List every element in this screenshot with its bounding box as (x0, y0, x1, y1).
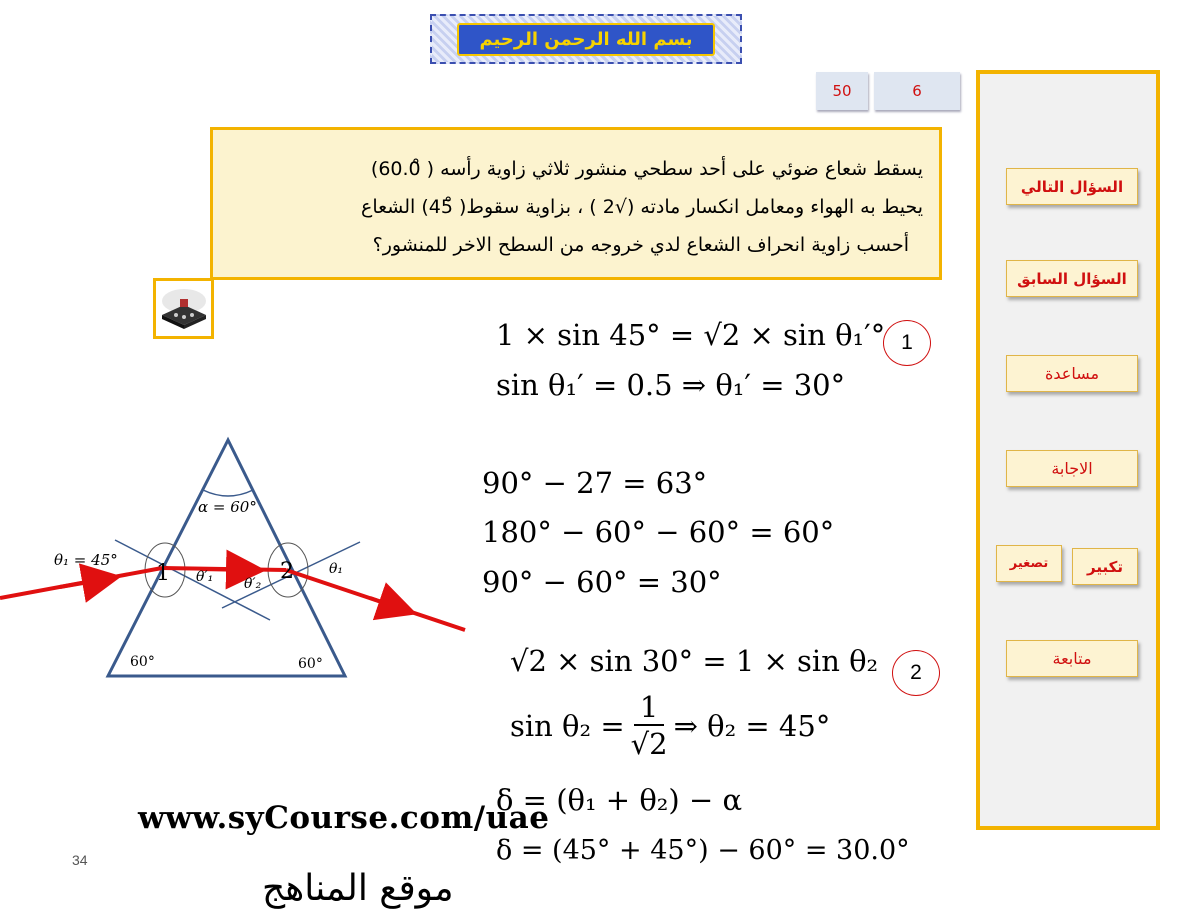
step2-b-right: ⇒ θ₂ = 45° (673, 709, 831, 743)
question-line-2: يحيط به الهواء ومعامل انكسار مادته (√2 ) ، بزاوية سقوط( 45̊) الشعاع (361, 196, 923, 218)
equation-step2-b (510, 690, 830, 762)
page-number: 34 (72, 852, 88, 868)
question-line-1: يسقط شعاع ضوئي على أحد سطحي منشور ثلاثي زاوية رأسه ( 60.0̊) (370, 158, 923, 180)
zoom-in-button[interactable]: تكبير (1072, 548, 1138, 585)
equation-mid-b: 180° − 60° − 60° = 60° (482, 515, 835, 549)
previous-question-button[interactable]: السؤال السابق (1006, 260, 1138, 297)
arabic-site-watermark: موقع المناهج (262, 868, 454, 909)
theta2-prime-label: θ′₂ (244, 576, 262, 592)
website-watermark: www.syCourse.com/uae (138, 800, 550, 836)
next-question-button[interactable]: السؤال التالي (1006, 168, 1138, 205)
continue-button[interactable]: متابعة (1006, 640, 1138, 677)
media-thumbnail[interactable] (153, 278, 214, 339)
point-1-label: 1 (156, 561, 170, 586)
equation-mid-c: 90° − 60° = 30° (482, 565, 722, 599)
game-board-icon (158, 287, 210, 331)
answer-button[interactable]: الاجابة (1006, 450, 1138, 487)
fraction-numerator: 1 (634, 690, 664, 726)
equation-step2-a: √2 × sin 30° = 1 × sin θ₂ (510, 644, 879, 678)
right-base-angle-label: 60° (298, 656, 323, 672)
equation-step1-b: sin θ₁′ = 0.5 ⇒ θ₁′ = 30° (496, 368, 846, 402)
question-box (210, 127, 942, 280)
prism-triangle (108, 440, 345, 676)
equation-step1-a: 1 × sin 45° = √2 × sin θ₁′° (496, 318, 886, 352)
prism-diagram (0, 430, 480, 690)
help-button[interactable]: مساعدة (1006, 355, 1138, 392)
total-questions-counter: 50 (816, 72, 868, 110)
bismillah-text: بسم الله الرحمن الرحيم (457, 23, 714, 56)
zoom-out-button[interactable]: تصغير (996, 545, 1062, 582)
equation-delta-b: δ = (45° + 45°) − 60° = 30.0° (496, 835, 910, 866)
equation-mid-a: 90° − 27 = 63° (482, 466, 708, 500)
bismillah-banner (430, 14, 742, 64)
current-question-counter: 6 (874, 72, 960, 110)
step-2-marker: 2 (892, 650, 940, 696)
apex-angle-label: α = 60° (198, 498, 257, 516)
theta1-exit-label: θ₁ (329, 561, 344, 577)
incident-angle-label: θ₁ = 45° (54, 551, 118, 569)
fraction (631, 690, 668, 762)
fraction-denominator: √2 (630, 727, 668, 761)
step2-b-left: sin θ₂ = (510, 709, 625, 743)
question-line-3: أحسب زاوية انحراف الشعاع لدي خروجه من السطح الاخر للمنشور؟ (372, 234, 909, 256)
theta1-prime-label: θ′₁ (196, 569, 214, 585)
equation-delta-a: δ = (θ₁ + θ₂) − α (496, 783, 743, 817)
step-1-marker: 1 (883, 320, 931, 366)
point-2-label: 2 (280, 559, 294, 584)
left-base-angle-label: 60° (130, 654, 155, 670)
apex-angle-arc (203, 490, 253, 496)
